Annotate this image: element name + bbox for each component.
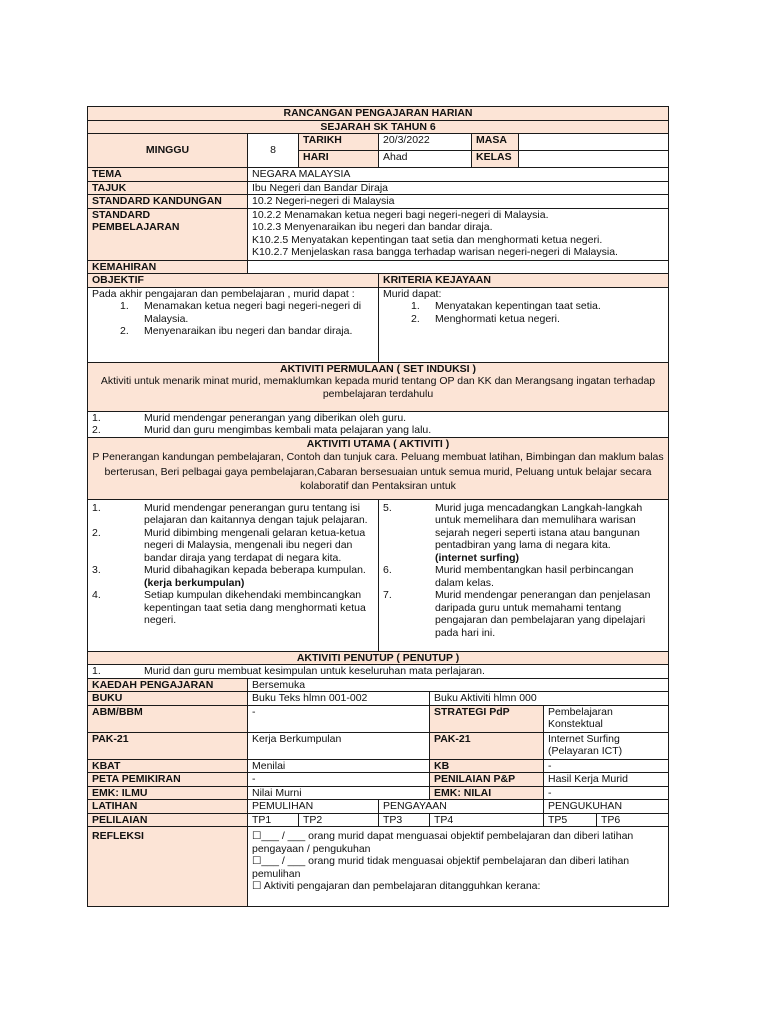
refleksi-line: ☐ Aktiviti pengajaran dan pembelajaran ditangguhkan kerana: xyxy=(252,880,541,892)
minggu-label: MINGGU xyxy=(88,134,248,168)
list-item: 1. Menamakan ketua negeri bagi negeri-negeri di Malaysia. xyxy=(120,300,362,325)
latihan-pengukuhan: PENGUKUHAN xyxy=(544,800,669,814)
list-item: 2. Menyenaraikan ibu negeri dan bandar diraja. xyxy=(120,325,353,337)
utama-left xyxy=(88,499,379,651)
sp-label-line-2: PEMBELAJARAN xyxy=(92,221,180,233)
objektif-intro: Pada akhir pengajaran dan pembelajaran , murid dapat : xyxy=(92,287,355,300)
list-item: 5. Murid juga mencadangkan Langkah-langkah untuk memelihara dan memulihara warisan sejarah negeri seperti istana atau bangunan pentadbiran yang lama di negara kita. (internet surfing) xyxy=(383,501,643,564)
kb-label: KB xyxy=(430,759,544,773)
refleksi-line: ☐___ / ___ orang murid dapat menguasai objektif pembelajaran dan diberi latihan pengayaan / pengukuhan xyxy=(252,830,634,855)
kriteria-label: KRITERIA KEJAYAAN xyxy=(379,274,669,288)
latihan-pengayaan: PENGAYAAN xyxy=(379,800,544,814)
kemahiran-value xyxy=(248,260,669,274)
objektif-label: OBJEKTIF xyxy=(88,274,379,288)
tp5-cell: TP5 xyxy=(544,813,597,827)
doc-subtitle: SEJARAH SK TAHUN 6 xyxy=(88,120,669,134)
sp-line: 10.2.2 Menamakan ketua negeri bagi negeri-negeri di Malaysia. xyxy=(252,208,549,221)
sp-line: K10.2.7 Menjelaskan rasa bangga terhadap warisan negeri-negeri di Malaysia. xyxy=(252,246,618,258)
pak21-value-2: Internet Surfing (Pelayaran ICT) xyxy=(544,732,669,759)
hari-value: Ahad xyxy=(379,151,472,168)
list-item: 2. Murid dibimbing mengenali gelaran ketua-ketua negeri di Malaysia, mengenali ibu negeri dan bandar diraja yang terdapat di negara kita. xyxy=(92,526,366,564)
kaedah-label: KAEDAH PENGAJARAN xyxy=(88,678,248,692)
sp-label-line-1: STANDARD xyxy=(92,208,151,221)
permulaan-list xyxy=(92,412,664,437)
tp1-cell: TP1 xyxy=(248,813,299,827)
aktiviti-penutup-header xyxy=(88,651,669,665)
list-item: 1. Menyatakan kepentingan taat setia. xyxy=(411,300,601,312)
list-item: 7. Murid mendengar penerangan dan penjelasan daripada guru untuk memahami tentang pengajaran dan pembelajaran yang dipelajari pada hari ini. xyxy=(383,589,651,639)
tp6-cell: TP6 xyxy=(597,813,669,827)
lesson-plan-table xyxy=(87,106,669,907)
tema-label: TEMA xyxy=(88,168,248,182)
buku-teks-value: Buku Teks hlmn 001-002 xyxy=(248,692,430,706)
emk-nilai-label: EMK: NILAI xyxy=(430,786,544,800)
emk-ilmu-value: Nilai Murni xyxy=(248,786,430,800)
buku-label: BUKU xyxy=(88,692,248,706)
standard-kandungan-label: STANDARD KANDUNGAN xyxy=(88,195,248,209)
utama-left-list xyxy=(92,502,374,627)
aktiviti-permulaan-header xyxy=(88,362,669,411)
list-item: 4. Setiap kumpulan dikehendaki membincangkan kepentingan taat setia dang menghormati ketua negeri. xyxy=(92,589,366,626)
penutup-content xyxy=(88,665,669,679)
emk-nilai-value: - xyxy=(544,786,669,800)
minggu-value: 8 xyxy=(248,134,299,168)
latihan-pemulihan: PEMULIHAN xyxy=(248,800,379,814)
tema-value: NEGARA MALAYSIA xyxy=(248,168,669,182)
strategi-label: STRATEGI PdP xyxy=(430,705,544,732)
list-item: 1. Murid mendengar penerangan yang diberikan oleh guru. xyxy=(92,411,407,424)
sp-line: K10.2.5 Menyatakan kepentingan taat setia dan menghormati ketua negeri. xyxy=(252,233,603,246)
penilaian-value: Hasil Kerja Murid xyxy=(544,773,669,787)
peta-label: PETA PEMIKIRAN xyxy=(88,773,248,787)
kemahiran-label: KEMAHIRAN xyxy=(88,260,248,274)
permulaan-title: AKTIVITI PERMULAAN ( SET INDUKSI ) xyxy=(280,362,476,375)
refleksi-label: REFLEKSI xyxy=(88,827,248,907)
masa-label: MASA xyxy=(472,134,519,151)
kriteria-list xyxy=(383,300,664,325)
tajuk-value: Ibu Negeri dan Bandar Diraja xyxy=(248,181,669,195)
buku-aktiviti-value: Buku Aktiviti hlmn 000 xyxy=(430,692,669,706)
penutup-list xyxy=(92,665,664,678)
list-item: 2. Murid dan guru mengimbas kembali mata pelajaran yang lalu. xyxy=(92,424,432,436)
standard-pembelajaran-label xyxy=(88,208,248,260)
hari-label: HARI xyxy=(299,151,379,168)
utama-desc: P Penerangan kandungan pembelajaran, Contoh dan tunjuk cara. Peluang membuat latihan, Bimbingan dan maklum balas berterusan, Beri pelbagai gaya pembelajaran,Cabaran bersesuaian untuk semua murid, Peluang untuk belajar secara kolaboratif dan Pentaksiran untuk xyxy=(92,451,664,492)
list-item: 3. Murid dibahagikan kepada beberapa kumpulan. (kerja berkumpulan) xyxy=(92,564,366,589)
tarikh-value: 20/3/2022 xyxy=(379,134,472,151)
sp-line: 10.2.3 Menyenaraikan ibu negeri dan bandar diraja. xyxy=(252,221,493,233)
kbat-value: Menilai xyxy=(248,759,430,773)
refleksi-line: ☐___ / ___ orang murid tidak menguasai objektif pembelajaran dan diberi latihan pemulihan xyxy=(252,855,630,880)
tp4-cell: TP4 xyxy=(430,813,544,827)
kelas-value xyxy=(519,151,669,168)
pak21-value: Kerja Berkumpulan xyxy=(248,732,430,759)
objektif-content xyxy=(88,287,379,362)
kbat-label: KBAT xyxy=(88,759,248,773)
utama-right xyxy=(379,499,669,651)
permulaan-content xyxy=(88,411,669,437)
doc-title: RANCANGAN PENGAJARAN HARIAN xyxy=(88,107,669,121)
refleksi-content xyxy=(248,827,669,907)
tarikh-label: TARIKH xyxy=(299,134,379,151)
list-item: 6. Murid membentangkan hasil perbincangan dalam kelas. xyxy=(383,564,634,589)
pelilaian-label: PELILAIAN xyxy=(88,813,248,827)
penilaian-label: PENILAIAN P&P xyxy=(430,773,544,787)
tp2-cell: TP2 xyxy=(299,813,379,827)
kriteria-intro: Murid dapat: xyxy=(383,287,442,300)
permulaan-desc: Aktiviti untuk menarik minat murid, memaklumkan kepada murid tentang OP dan KK dan Merangsang ingatan terhadap pembelajaran terdahulu xyxy=(100,375,656,400)
latihan-label: LATIHAN xyxy=(88,800,248,814)
kaedah-value: Bersemuka xyxy=(248,678,669,692)
penutup-title: AKTIVITI PENUTUP ( PENUTUP ) xyxy=(296,651,460,664)
utama-right-list xyxy=(383,502,664,640)
list-item: 2. Menghormati ketua negeri. xyxy=(411,312,560,325)
objektif-list xyxy=(92,300,374,338)
strategi-value: Pembelajaran Konstektual xyxy=(544,705,669,732)
kelas-label: KELAS xyxy=(472,151,519,168)
list-item: 1. Murid mendengar penerangan guru tentang isi pelajaran dan kaitannya dengan tajuk pelajaran. xyxy=(92,501,368,526)
tp3-cell: TP3 xyxy=(379,813,430,827)
tajuk-label: TAJUK xyxy=(88,181,248,195)
list-item: 1. Murid dan guru membuat kesimpulan untuk keseluruhan mata perlajaran. xyxy=(92,665,485,677)
pak21-label: PAK-21 xyxy=(88,732,248,759)
masa-value xyxy=(519,134,669,151)
kriteria-content xyxy=(379,287,669,362)
kb-value: - xyxy=(544,759,669,773)
abm-value: - xyxy=(248,705,430,732)
pak21-label-2: PAK-21 xyxy=(430,732,544,759)
abm-label: ABM/BBM xyxy=(88,705,248,732)
utama-title: AKTIVITI UTAMA ( AKTIVITI ) xyxy=(306,437,450,450)
standard-pembelajaran-value xyxy=(248,208,669,260)
standard-kandungan-value: 10.2 Negeri-negeri di Malaysia xyxy=(248,195,669,209)
aktiviti-utama-header xyxy=(88,437,669,499)
peta-value: - xyxy=(248,773,430,787)
emk-ilmu-label: EMK: ILMU xyxy=(88,786,248,800)
